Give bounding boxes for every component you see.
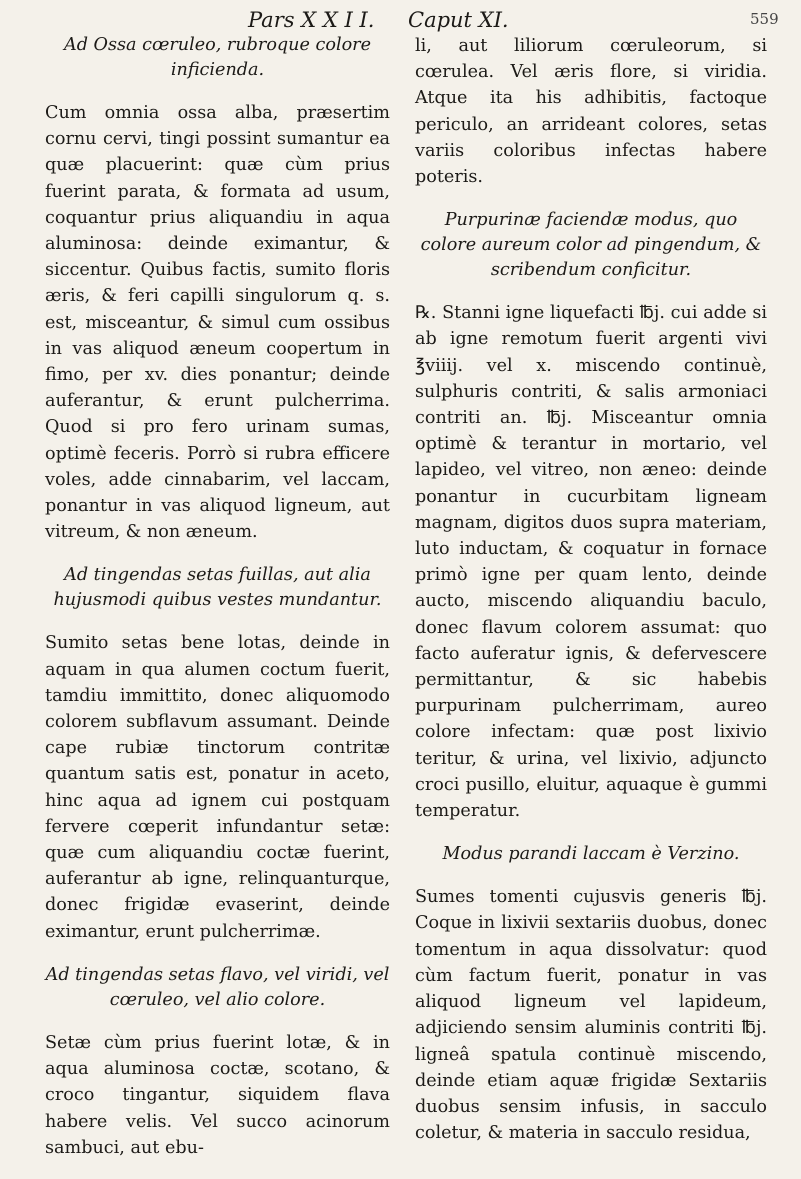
paragraph: Setæ cùm prius fuerint lotæ, & in aqua aluminosa coctæ, scotano, & croco tingantur, siquidem flava habere velis. Vel succo acinorum sambuci, aut ebu- xyxy=(45,1032,390,1158)
section-heading: Ad Ossa cœruleo, rubroque colore inficienda. xyxy=(63,35,372,80)
chapter-label: Caput XI. xyxy=(408,8,509,32)
section-heading: Ad tingendas setas flavo, vel viridi, vel cœruleo, vel alio colore. xyxy=(45,964,390,1010)
page-number: 559 xyxy=(750,10,779,28)
running-header xyxy=(0,4,801,34)
part-label: Pars X X I I. xyxy=(248,8,375,32)
right-column xyxy=(415,33,767,1164)
section-heading: Purpurinæ faciendæ modus, quo colore aureum color ad pingendum, & scribendum conficitur. xyxy=(420,210,762,281)
paragraph: Sumito setas bene lotas, deinde in aquam in qua alumen coctum fuerit, tamdiu immittito, donec aliquomodo colorem subflavum assumant. Deinde cape rubiæ tinctorum contritæ quantum satis est, ponatur in aceto, hinc aqua ad ignem cui postquam fervere cœperit infundantur setæ: quæ cum aliquandiu coctæ fuerint, auferantur ab igne, relinquanturque, donec frigidæ evaserint, deinde eximantur, erunt pulcherrimæ. xyxy=(45,633,390,942)
paragraph: ℞. Stanni igne liquefacti ℔j. cui adde si ab igne remotum fuerit argenti vivi ℥viiij. vel x. miscendo continuè, sulphuris contriti, & salis armoniaci contriti an. ℔j. Misceantur omnia optimè & terantur in mortario, vel lapideo, vel vitreo, non æneo: deinde ponantur in cucurbitam ligneam magnam, digitos duos supra materiam, luto inductam, & coquatur in fornace primò igne per quam lento, deinde aucto, miscendo aliquandiu baculo, donec flavum colorem assumat: quo facto auferatur ignis, & defervescere permittantur, & sic habebis purpurinam pulcherrimam, aureo colore infectam: quæ post lixivio teritur, & urina, vel lixivio, adjuncto croci pusillo, eluitur, aquaque è gummi temperatur. xyxy=(415,303,767,822)
section-heading: Ad tingendas setas fuillas, aut alia hujusmodi quibus vestes mundantur. xyxy=(53,565,382,611)
section-heading: Modus parandi laccam è Verzino. xyxy=(442,844,740,865)
paragraph: li, aut liliorum cœruleorum, si cœrulea. Vel æris flore, si viridia. Atque ita his adhibitis, factoque periculo, an arrideant colores, setas variis coloribus infectas habere poteris. xyxy=(415,36,767,188)
paragraph: Sumes tomenti cujusvis generis ℔j. Coque in lixivii sextariis duobus, donec tomentum in aqua dissolvatur: quod cùm factum fuerit, ponatur in vas aliquod ligneum vel lapideum, adjiciendo sensim aluminis contriti ℔j. ligneâ spatula continuè miscendo, deinde etiam aquæ frigidæ Sextariis duobus sensim infusis, in sacculo coletur, & materia in sacculo residua, xyxy=(415,887,767,1144)
paragraph: Cum omnia ossa alba, præsertim cornu cervi, tingi possint sumantur ea quæ placuerint: quæ cùm prius fuerint parata, & formata ad usum, coquantur prius aliquandiu in aqua aluminosa: deinde eximantur, & siccentur. Quibus factis, sumito floris æris, & feri capilli singulorum q. s. est, misceantur, & simul cum ossibus in vas aliquod æneum coopertum in fimo, per xv. dies ponantur; deinde auferantur, & erunt pulcherrima. Quod si pro fero urinam sumas, optimè feceris. Porrò si rubra efficere voles, adde cinnabarim, vel laccam, ponantur in vas aliquod ligneum, aut vitreum, & non æneum. xyxy=(45,103,390,543)
left-column xyxy=(45,33,390,1179)
